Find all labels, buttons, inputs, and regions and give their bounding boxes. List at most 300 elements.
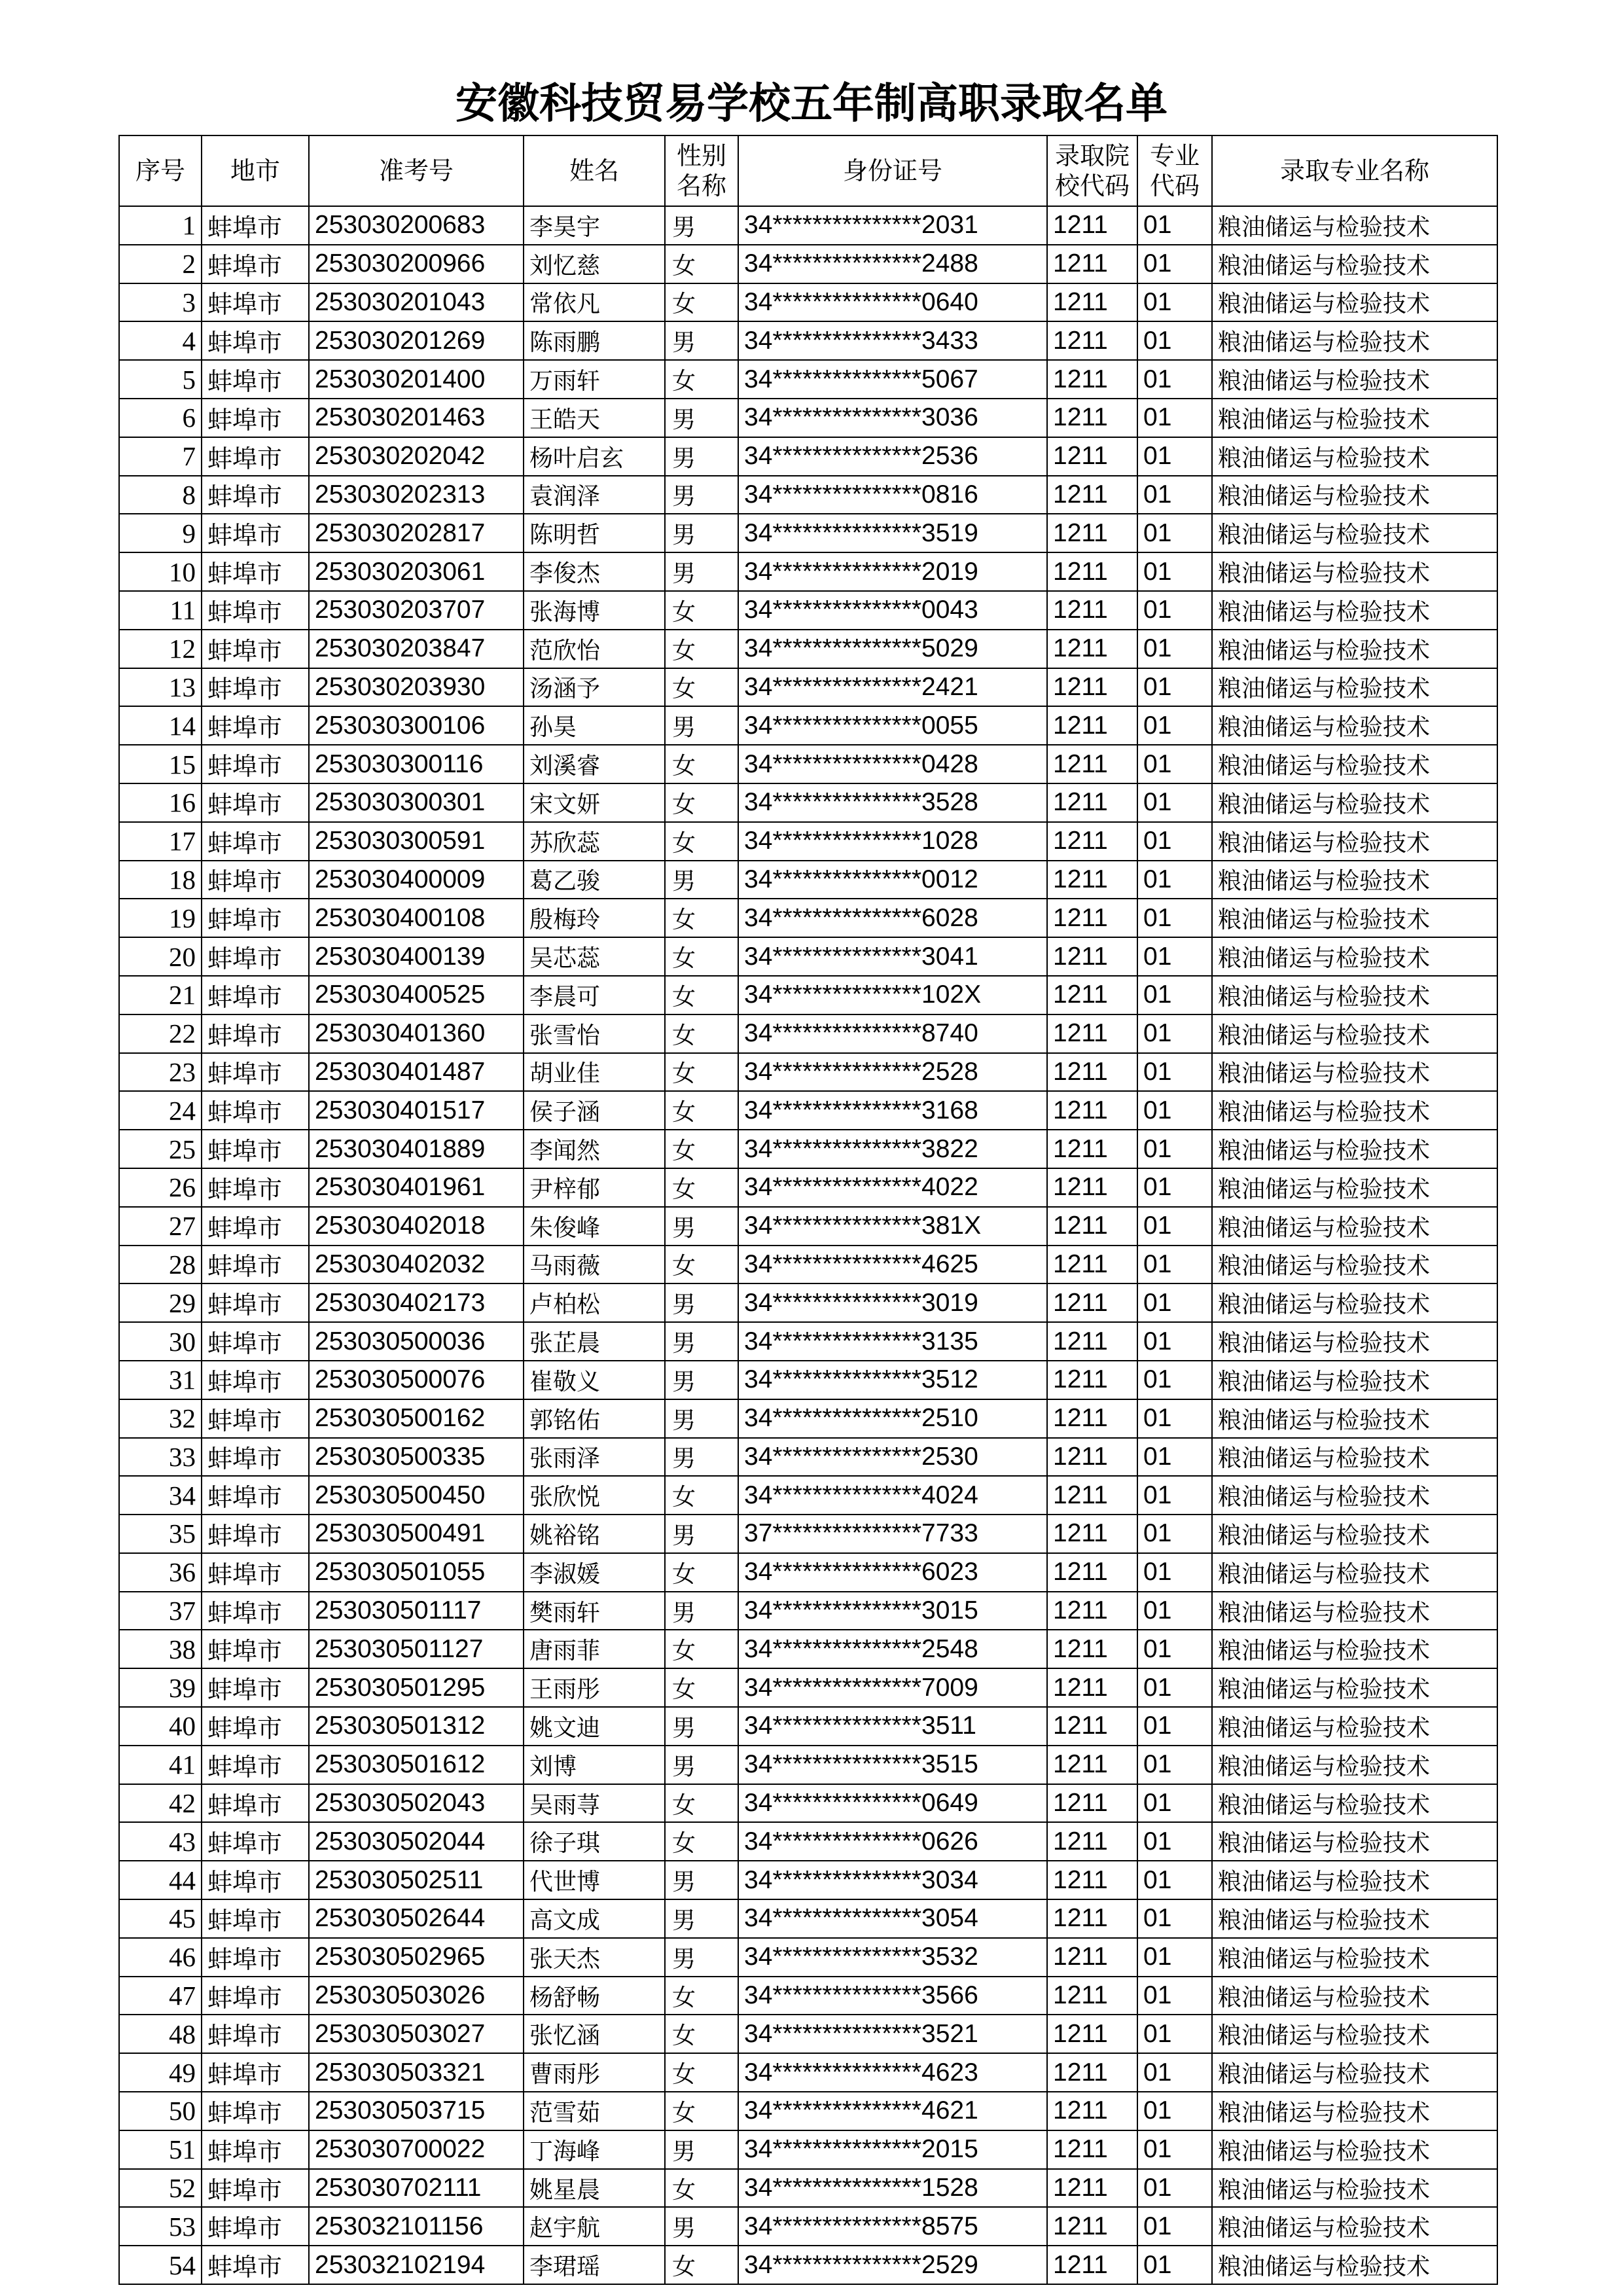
row-major-name: 粮油储运与检验技术 [1212,2246,1497,2284]
table-header [119,135,1497,206]
row-major-code: 01 [1137,2015,1212,2053]
row-name: 葛乙骏 [524,861,665,899]
row-city: 蚌埠市 [202,706,309,745]
row-name: 张海博 [524,591,665,630]
row-major-name: 粮油储运与检验技术 [1212,2130,1497,2169]
row-name: 苏欣蕊 [524,822,665,861]
row-city: 蚌埠市 [202,861,309,899]
row-city: 蚌埠市 [202,1476,309,1515]
row-gender: 女 [665,822,738,861]
row-school-code: 1211 [1047,514,1137,552]
header-major-name-label: 录取专业名称 [1279,156,1429,185]
row-id-number: 34***************3511 [738,1707,1047,1746]
row-exam-number: 253030500162 [309,1399,524,1438]
row-gender: 女 [665,2015,738,2053]
row-major-name: 粮油储运与检验技术 [1212,861,1497,899]
row-id-number: 34***************4024 [738,1476,1047,1515]
row-exam-number: 253030501312 [309,1707,524,1746]
row-exam-number: 253030200966 [309,245,524,283]
row-index: 24 [119,1091,202,1130]
header-row [119,135,1497,206]
row-index: 5 [119,360,202,399]
row-name: 侯子涵 [524,1091,665,1130]
row-major-name: 粮油储运与检验技术 [1212,668,1497,707]
row-major-name: 粮油储运与检验技术 [1212,630,1497,668]
row-exam-number: 253030500335 [309,1438,524,1477]
row-exam-number: 253030500076 [309,1361,524,1399]
row-major-code: 01 [1137,360,1212,399]
row-school-code: 1211 [1047,1130,1137,1168]
row-name: 王雨彤 [524,1668,665,1707]
row-major-name: 粮油储运与检验技术 [1212,552,1497,591]
row-school-code: 1211 [1047,591,1137,630]
row-gender: 男 [665,861,738,899]
row-id-number: 34***************102X [738,976,1047,1014]
header-major-code [1137,135,1212,206]
row-major-name: 粮油储运与检验技术 [1212,1592,1497,1630]
table-row [119,1283,1497,1322]
row-index: 46 [119,1938,202,1977]
row-city: 蚌埠市 [202,899,309,937]
row-major-code: 01 [1137,1399,1212,1438]
table-row [119,206,1497,245]
row-city: 蚌埠市 [202,783,309,822]
row-major-code: 01 [1137,822,1212,861]
row-city: 蚌埠市 [202,1207,309,1246]
row-name: 卢柏松 [524,1283,665,1322]
row-city: 蚌埠市 [202,630,309,668]
row-index: 36 [119,1553,202,1592]
row-major-code: 01 [1137,1130,1212,1168]
row-major-code: 01 [1137,283,1212,322]
row-exam-number: 253030201400 [309,360,524,399]
row-city: 蚌埠市 [202,1784,309,1823]
row-id-number: 34***************3528 [738,783,1047,822]
row-index: 22 [119,1014,202,1053]
row-exam-number: 253030300106 [309,706,524,745]
header-id-number [738,135,1047,206]
row-exam-number: 253030502044 [309,1822,524,1861]
row-id-number: 34***************2528 [738,1053,1047,1092]
row-exam-number: 253030400009 [309,861,524,899]
row-major-name: 粮油储运与检验技术 [1212,2092,1497,2130]
row-major-code: 01 [1137,1014,1212,1053]
row-id-number: 37***************7733 [738,1515,1047,1553]
table-row [119,1746,1497,1784]
row-index: 50 [119,2092,202,2130]
table-row [119,1630,1497,1668]
row-city: 蚌埠市 [202,2169,309,2208]
row-exam-number: 253030401889 [309,1130,524,1168]
row-major-code: 01 [1137,437,1212,476]
row-city: 蚌埠市 [202,591,309,630]
row-major-name: 粮油储运与检验技术 [1212,1553,1497,1592]
row-id-number: 34***************3135 [738,1322,1047,1361]
row-major-code: 01 [1137,1977,1212,2015]
row-name: 张雨泽 [524,1438,665,1477]
row-name: 陈雨鹏 [524,321,665,360]
table-row [119,1861,1497,1899]
header-major-code-label-2: 代码 [1149,171,1200,200]
row-id-number: 34***************1528 [738,2169,1047,2208]
row-city: 蚌埠市 [202,1899,309,1938]
row-exam-number: 253030502965 [309,1938,524,1977]
row-city: 蚌埠市 [202,1322,309,1361]
row-id-number: 34***************0816 [738,476,1047,514]
table-row [119,2130,1497,2169]
row-id-number: 34***************1028 [738,822,1047,861]
row-exam-number: 253030402018 [309,1207,524,1246]
row-school-code: 1211 [1047,937,1137,976]
row-major-name: 粮油储运与检验技术 [1212,1438,1497,1477]
row-index: 12 [119,630,202,668]
row-school-code: 1211 [1047,1668,1137,1707]
row-city: 蚌埠市 [202,1246,309,1284]
row-school-code: 1211 [1047,706,1137,745]
row-city: 蚌埠市 [202,1283,309,1322]
row-id-number: 34***************3822 [738,1130,1047,1168]
row-index: 20 [119,937,202,976]
row-city: 蚌埠市 [202,2092,309,2130]
row-gender: 女 [665,1130,738,1168]
row-id-number: 34***************5029 [738,630,1047,668]
row-name: 姚星晨 [524,2169,665,2208]
row-school-code: 1211 [1047,783,1137,822]
row-school-code: 1211 [1047,476,1137,514]
row-city: 蚌埠市 [202,745,309,783]
row-name: 曹雨彤 [524,2053,665,2092]
row-name: 樊雨轩 [524,1592,665,1630]
row-index: 54 [119,2246,202,2284]
row-name: 孙昊 [524,706,665,745]
row-city: 蚌埠市 [202,937,309,976]
row-major-code: 01 [1137,745,1212,783]
table-row [119,514,1497,552]
row-name: 代世博 [524,1861,665,1899]
row-school-code: 1211 [1047,1438,1137,1477]
row-major-name: 粮油储运与检验技术 [1212,937,1497,976]
table-row [119,2015,1497,2053]
row-name: 杨舒畅 [524,1977,665,2015]
row-gender: 女 [665,745,738,783]
row-index: 40 [119,1707,202,1746]
row-exam-number: 253030201463 [309,399,524,437]
row-gender: 男 [665,1938,738,1977]
row-exam-number: 253030501295 [309,1668,524,1707]
table-row [119,630,1497,668]
row-exam-number: 253030501612 [309,1746,524,1784]
row-school-code: 1211 [1047,321,1137,360]
row-id-number: 34***************6023 [738,1553,1047,1592]
row-major-name: 粮油储运与检验技术 [1212,1283,1497,1322]
row-major-code: 01 [1137,2092,1212,2130]
row-major-name: 粮油储运与检验技术 [1212,706,1497,745]
row-major-code: 01 [1137,1283,1212,1322]
row-name: 崔敬义 [524,1361,665,1399]
row-gender: 男 [665,1861,738,1899]
table-row [119,706,1497,745]
row-gender: 男 [665,514,738,552]
row-major-code: 01 [1137,976,1212,1014]
row-name: 李俊杰 [524,552,665,591]
row-gender: 男 [665,476,738,514]
row-gender: 女 [665,2053,738,2092]
table-row [119,822,1497,861]
row-exam-number: 253030202817 [309,514,524,552]
row-gender: 女 [665,937,738,976]
row-major-code: 01 [1137,1784,1212,1823]
row-id-number: 34***************7009 [738,1668,1047,1707]
table-row [119,1553,1497,1592]
row-id-number: 34***************0649 [738,1784,1047,1823]
header-major-name [1212,135,1497,206]
row-id-number: 34***************3036 [738,399,1047,437]
row-major-name: 粮油储运与检验技术 [1212,1668,1497,1707]
row-exam-number: 253030203847 [309,630,524,668]
table-row [119,1014,1497,1053]
row-major-code: 01 [1137,1822,1212,1861]
row-id-number: 34***************4623 [738,2053,1047,2092]
row-id-number: 34***************6028 [738,899,1047,937]
row-school-code: 1211 [1047,1322,1137,1361]
row-school-code: 1211 [1047,1938,1137,1977]
row-id-number: 34***************2019 [738,552,1047,591]
row-city: 蚌埠市 [202,1822,309,1861]
row-major-code: 01 [1137,514,1212,552]
row-name: 刘溪睿 [524,745,665,783]
row-index: 39 [119,1668,202,1707]
row-gender: 男 [665,437,738,476]
row-major-code: 01 [1137,706,1212,745]
row-name: 张雪怡 [524,1014,665,1053]
row-exam-number: 253030203061 [309,552,524,591]
table-row [119,283,1497,322]
row-index: 29 [119,1283,202,1322]
row-major-code: 01 [1137,668,1212,707]
table-row [119,2246,1497,2284]
row-city: 蚌埠市 [202,1014,309,1053]
row-id-number: 34***************3015 [738,1592,1047,1630]
header-name-label: 姓名 [569,156,619,185]
row-major-code: 01 [1137,399,1212,437]
table-row [119,1130,1497,1168]
row-city: 蚌埠市 [202,1130,309,1168]
row-id-number: 34***************2548 [738,1630,1047,1668]
row-index: 30 [119,1322,202,1361]
row-major-code: 01 [1137,476,1212,514]
row-name: 姚裕铭 [524,1515,665,1553]
row-school-code: 1211 [1047,861,1137,899]
row-gender: 女 [665,1553,738,1592]
row-major-code: 01 [1137,1861,1212,1899]
row-name: 郭铭佑 [524,1399,665,1438]
table-row [119,1399,1497,1438]
row-major-code: 01 [1137,1746,1212,1784]
row-name: 张欣悦 [524,1476,665,1515]
row-school-code: 1211 [1047,976,1137,1014]
row-gender: 男 [665,321,738,360]
row-school-code: 1211 [1047,283,1137,322]
row-exam-number: 253030503715 [309,2092,524,2130]
table-row [119,899,1497,937]
row-city: 蚌埠市 [202,2246,309,2284]
row-id-number: 34***************3433 [738,321,1047,360]
row-name: 范雪茹 [524,2092,665,2130]
row-id-number: 34***************2530 [738,1438,1047,1477]
row-gender: 女 [665,1668,738,1707]
row-major-name: 粮油储运与检验技术 [1212,1515,1497,1553]
row-major-name: 粮油储运与检验技术 [1212,2015,1497,2053]
row-school-code: 1211 [1047,2092,1137,2130]
row-id-number: 34***************3512 [738,1361,1047,1399]
row-gender: 女 [665,2169,738,2208]
row-index: 15 [119,745,202,783]
row-gender: 男 [665,1746,738,1784]
row-city: 蚌埠市 [202,1091,309,1130]
row-index: 32 [119,1399,202,1438]
row-school-code: 1211 [1047,1899,1137,1938]
row-major-code: 01 [1137,1091,1212,1130]
row-index: 1 [119,206,202,245]
row-major-name: 粮油储运与检验技术 [1212,745,1497,783]
row-gender: 女 [665,1246,738,1284]
row-index: 6 [119,399,202,437]
table-row [119,2053,1497,2092]
row-name: 李淑媛 [524,1553,665,1592]
row-name: 徐子琪 [524,1822,665,1861]
row-school-code: 1211 [1047,206,1137,245]
row-school-code: 1211 [1047,1476,1137,1515]
row-school-code: 1211 [1047,1246,1137,1284]
row-index: 53 [119,2207,202,2246]
row-id-number: 34***************2510 [738,1399,1047,1438]
row-city: 蚌埠市 [202,1438,309,1477]
row-school-code: 1211 [1047,1630,1137,1668]
row-name: 王皓天 [524,399,665,437]
row-major-name: 粮油储运与检验技术 [1212,1707,1497,1746]
row-major-name: 粮油储运与检验技术 [1212,2207,1497,2246]
row-id-number: 34***************381X [738,1207,1047,1246]
row-major-code: 01 [1137,1361,1212,1399]
row-exam-number: 253030700022 [309,2130,524,2169]
row-gender: 男 [665,399,738,437]
row-city: 蚌埠市 [202,245,309,283]
row-name: 殷梅玲 [524,899,665,937]
row-index: 23 [119,1053,202,1092]
row-index: 47 [119,1977,202,2015]
row-index: 2 [119,245,202,283]
row-index: 7 [119,437,202,476]
row-name: 李晨可 [524,976,665,1014]
row-name: 汤涵予 [524,668,665,707]
row-gender: 女 [665,1630,738,1668]
row-exam-number: 253030702111 [309,2169,524,2208]
row-exam-number: 253030400525 [309,976,524,1014]
row-name: 刘博 [524,1746,665,1784]
row-gender: 女 [665,668,738,707]
header-gender-label-2: 名称 [676,171,726,200]
row-gender: 男 [665,1438,738,1477]
row-exam-number: 253030400139 [309,937,524,976]
row-name: 高文成 [524,1899,665,1938]
row-name: 尹梓郁 [524,1168,665,1207]
row-gender: 女 [665,1977,738,2015]
table-row [119,1091,1497,1130]
row-index: 9 [119,514,202,552]
row-index: 27 [119,1207,202,1246]
row-index: 34 [119,1476,202,1515]
table-row [119,783,1497,822]
row-major-code: 01 [1137,1707,1212,1746]
row-major-code: 01 [1137,2169,1212,2208]
table-row [119,1207,1497,1246]
row-major-name: 粮油储运与检验技术 [1212,399,1497,437]
row-index: 26 [119,1168,202,1207]
row-index: 45 [119,1899,202,1938]
table-body [119,206,1497,2284]
row-major-name: 粮油储运与检验技术 [1212,437,1497,476]
row-city: 蚌埠市 [202,552,309,591]
row-index: 48 [119,2015,202,2053]
row-exam-number: 253030500450 [309,1476,524,1515]
row-name: 唐雨菲 [524,1630,665,1668]
row-id-number: 34***************3041 [738,937,1047,976]
row-major-name: 粮油储运与检验技术 [1212,1746,1497,1784]
row-exam-number: 253032101156 [309,2207,524,2246]
header-id-number-label: 身份证号 [842,156,942,185]
row-gender: 女 [665,360,738,399]
row-city: 蚌埠市 [202,1977,309,2015]
row-gender: 女 [665,283,738,322]
row-index: 21 [119,976,202,1014]
row-gender: 女 [665,1168,738,1207]
header-gender-label: 性别 [676,141,726,170]
table-row [119,1977,1497,2015]
row-school-code: 1211 [1047,2246,1137,2284]
row-name: 朱俊峰 [524,1207,665,1246]
row-city: 蚌埠市 [202,976,309,1014]
row-gender: 女 [665,1822,738,1861]
row-id-number: 34***************4022 [738,1168,1047,1207]
row-exam-number: 253030503026 [309,1977,524,2015]
row-gender: 女 [665,899,738,937]
row-exam-number: 253032102194 [309,2246,524,2284]
row-id-number: 34***************3566 [738,1977,1047,2015]
row-gender: 男 [665,206,738,245]
row-index: 4 [119,321,202,360]
header-exam-number [309,135,524,206]
row-gender: 男 [665,1361,738,1399]
header-name [524,135,665,206]
row-exam-number: 253030401517 [309,1091,524,1130]
row-city: 蚌埠市 [202,283,309,322]
row-school-code: 1211 [1047,1361,1137,1399]
row-gender: 男 [665,552,738,591]
row-id-number: 34***************0012 [738,861,1047,899]
row-gender: 男 [665,1707,738,1746]
header-major-code-label: 专业 [1149,141,1200,170]
row-major-code: 01 [1137,1438,1212,1477]
row-index: 16 [119,783,202,822]
row-exam-number: 253030503321 [309,2053,524,2092]
row-gender: 男 [665,1515,738,1553]
row-exam-number: 253030503027 [309,2015,524,2053]
row-major-code: 01 [1137,630,1212,668]
row-gender: 男 [665,1592,738,1630]
row-id-number: 34***************3521 [738,2015,1047,2053]
row-gender: 女 [665,245,738,283]
row-major-name: 粮油储运与检验技术 [1212,2053,1497,2092]
